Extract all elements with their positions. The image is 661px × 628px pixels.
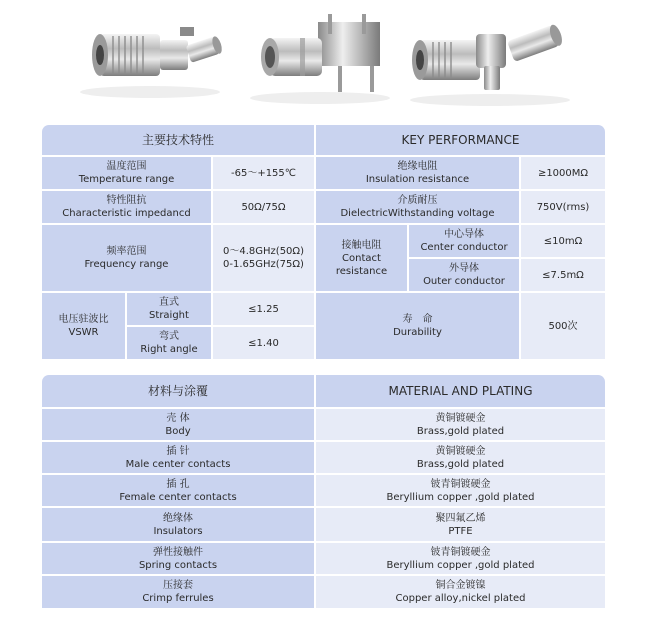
value-text: ≤1.40 bbox=[248, 337, 279, 349]
label-cn: 弹性接触件 bbox=[153, 546, 203, 558]
value-text: 50Ω/75Ω bbox=[241, 201, 286, 213]
vswr-straight-label bbox=[127, 293, 211, 325]
material-row-label bbox=[42, 576, 314, 608]
value-text: 500次 bbox=[548, 320, 578, 332]
label-en: Insulators bbox=[153, 525, 203, 537]
value-text: -65～+155℃ bbox=[230, 167, 297, 179]
header-text: 材料与涂覆 bbox=[147, 383, 208, 398]
label-en: Frequency range bbox=[84, 259, 169, 270]
key-performance-header-en bbox=[316, 125, 605, 155]
label-cn: 接触电阻 bbox=[341, 239, 382, 251]
material-row-value bbox=[316, 543, 605, 574]
material-row-label bbox=[42, 508, 314, 541]
value-en: PTFE bbox=[448, 525, 473, 537]
value-cn: 聚四氟乙烯 bbox=[435, 512, 486, 524]
label-cn: 频率范围 bbox=[106, 246, 147, 257]
header-text: 主要技术特性 bbox=[141, 132, 214, 147]
label-en: Female center contacts bbox=[119, 491, 237, 503]
value-text: ≤1.25 bbox=[248, 303, 279, 315]
label-cn: 温度范围 bbox=[106, 161, 147, 172]
header-text: KEY PERFORMANCE bbox=[401, 132, 520, 147]
temperature-value bbox=[213, 157, 314, 189]
insulation-label bbox=[316, 157, 519, 189]
frequency-label bbox=[42, 225, 211, 291]
dielectric-label bbox=[316, 191, 519, 223]
vswr-right-angle-label bbox=[127, 327, 211, 359]
label-en: Center conductor bbox=[420, 242, 508, 253]
material-header-en bbox=[316, 375, 605, 407]
frequency-value bbox=[213, 225, 314, 291]
label-cn: 中心导体 bbox=[444, 229, 484, 240]
material-row-value bbox=[316, 442, 605, 473]
vswr-right-angle-value bbox=[213, 327, 314, 359]
vswr-label bbox=[42, 293, 125, 359]
label-cn: 直式 bbox=[159, 297, 179, 308]
value-cn: 铍青铜镀硬金 bbox=[430, 546, 491, 558]
pcb-mount-connector-image bbox=[250, 14, 390, 104]
label-cn: 弯式 bbox=[159, 331, 179, 342]
label-en: Temperature range bbox=[78, 174, 175, 185]
material-row-value bbox=[316, 409, 605, 440]
label-en: Body bbox=[165, 425, 191, 437]
value-text: 0～4.8GHz(50Ω) bbox=[223, 246, 304, 257]
material-row-label bbox=[42, 475, 314, 506]
label-cn: 压接套 bbox=[163, 580, 193, 591]
label-cn: 插 孔 bbox=[166, 478, 190, 490]
value-en: Brass,gold plated bbox=[416, 425, 505, 437]
label-en: Characteristic impedancd bbox=[62, 208, 191, 219]
material-row-value bbox=[316, 508, 605, 541]
dielectric-value bbox=[521, 191, 605, 223]
center-conductor-value bbox=[521, 225, 605, 257]
label-cn: 绝缘体 bbox=[163, 512, 193, 524]
label-en: Durability bbox=[393, 327, 442, 338]
label-en: resistance bbox=[335, 265, 388, 277]
vswr-straight-value bbox=[213, 293, 314, 325]
value-cn: 黄铜镀硬金 bbox=[435, 412, 486, 424]
value-cn: 黄铜镀硬金 bbox=[435, 445, 486, 457]
value-text: 750V(rms) bbox=[536, 201, 590, 213]
value-en: Brass,gold plated bbox=[416, 458, 505, 470]
insulation-value bbox=[521, 157, 605, 189]
durability-value bbox=[521, 293, 605, 359]
value-en: Copper alloy,nickel plated bbox=[395, 593, 526, 604]
label-cn: 介质耐压 bbox=[397, 195, 438, 206]
label-cn: 插 针 bbox=[166, 445, 190, 457]
key-performance-header-cn bbox=[42, 125, 314, 155]
value-text: ≥1000MΩ bbox=[537, 167, 589, 179]
label-en: Crimp ferrules bbox=[142, 593, 214, 604]
center-conductor-label bbox=[409, 225, 519, 257]
label-cn: 寿 命 bbox=[402, 314, 433, 325]
durability-label bbox=[316, 293, 519, 359]
material-row-value bbox=[316, 576, 605, 608]
label-en: Spring contacts bbox=[138, 559, 218, 571]
label-cn: 绝缘电阻 bbox=[397, 161, 438, 172]
value-en: Beryllium copper ,gold plated bbox=[386, 559, 535, 571]
material-header-cn bbox=[42, 375, 314, 407]
temperature-label bbox=[42, 157, 211, 189]
product-photos bbox=[0, 0, 661, 118]
outer-conductor-value bbox=[521, 259, 605, 291]
material-row-value bbox=[316, 475, 605, 506]
value-en: Beryllium copper ,gold plated bbox=[386, 491, 535, 503]
outer-conductor-label bbox=[409, 259, 519, 291]
value-text: ≤10mΩ bbox=[543, 235, 583, 247]
label-cn: 壳 体 bbox=[166, 412, 190, 424]
label-en: Insulation resistance bbox=[365, 174, 470, 185]
value-cn: 铜合金镀镍 bbox=[435, 580, 486, 591]
label-en: Outer conductor bbox=[423, 276, 505, 287]
material-row-label bbox=[42, 543, 314, 574]
material-row-label bbox=[42, 409, 314, 440]
label-en: VSWR bbox=[68, 327, 99, 338]
label-en: DielectricWithstanding voltage bbox=[340, 208, 495, 219]
material-row-label bbox=[42, 442, 314, 473]
contact-resistance-label bbox=[316, 225, 407, 291]
impedance-label bbox=[42, 191, 211, 223]
impedance-value bbox=[213, 191, 314, 223]
label-cn: 电压驻波比 bbox=[58, 314, 109, 325]
value-text: ≤7.5mΩ bbox=[542, 269, 584, 281]
header-text: MATERIAL AND PLATING bbox=[388, 383, 533, 398]
label-en: Contact bbox=[342, 252, 381, 264]
label-en: Male center contacts bbox=[125, 458, 231, 470]
label-en: Straight bbox=[149, 310, 189, 321]
straight-connector-image bbox=[80, 27, 224, 98]
label-cn: 特性阻抗 bbox=[106, 195, 147, 206]
label-cn: 外导体 bbox=[449, 263, 479, 274]
label-en: Right angle bbox=[140, 344, 198, 355]
value-cn: 铍青铜镀硬金 bbox=[430, 478, 491, 490]
value-text: 0-1.65GHz(75Ω) bbox=[223, 259, 304, 270]
right-angle-connector-image bbox=[410, 23, 570, 106]
